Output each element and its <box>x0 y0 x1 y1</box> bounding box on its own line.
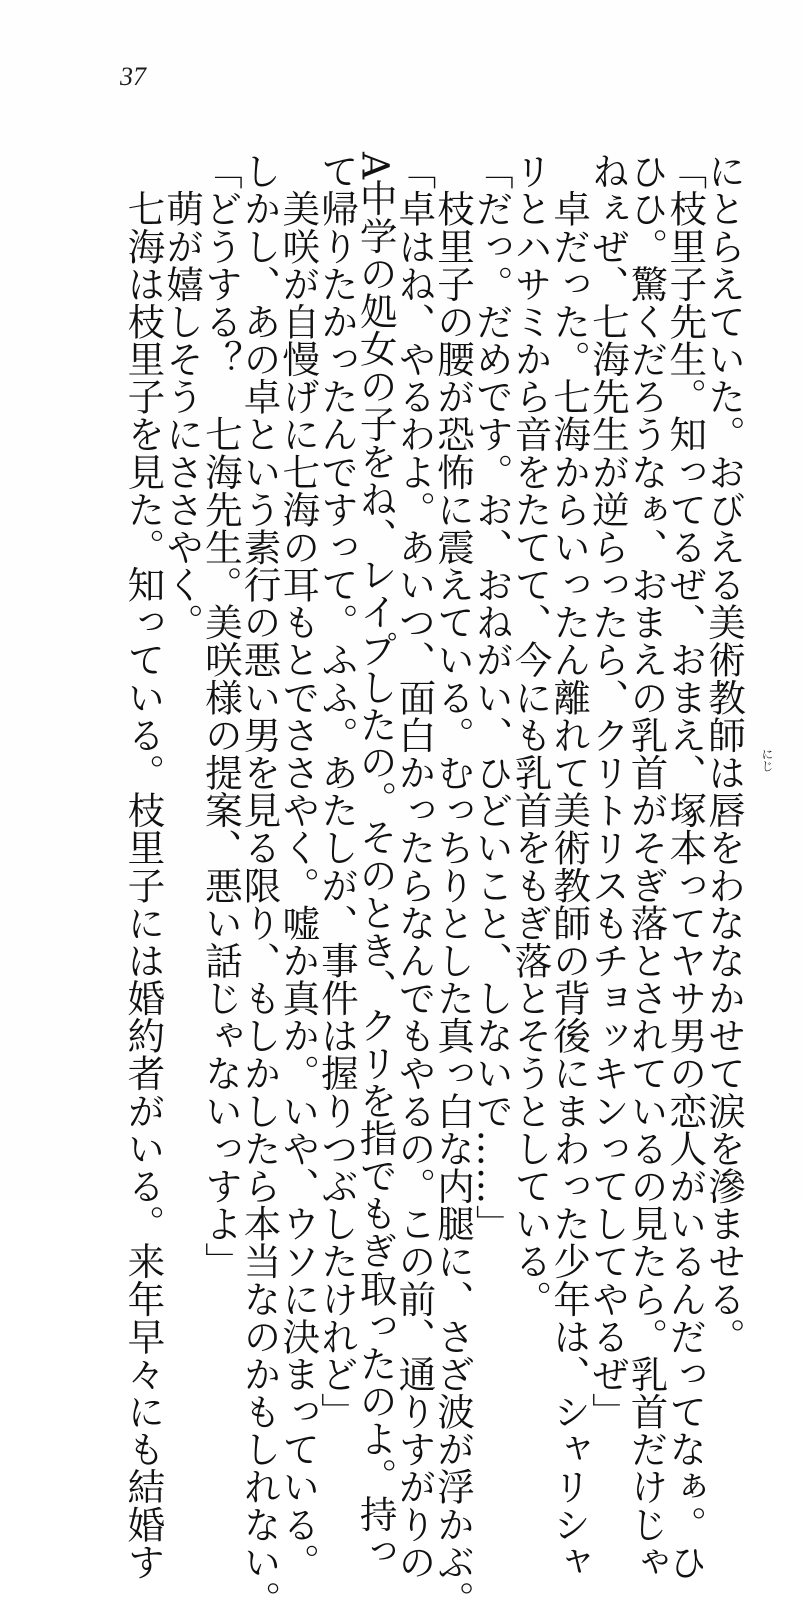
text-line: 「卓はね、やるわよ。あいつ、面白かったらなんでもやるの。この前、通りすがりの <box>392 152 437 1581</box>
text-line: リとハサミから音をたてて、今にも乳首をもぎ落とそうとしている。 <box>508 152 553 1318</box>
text-line: しかし、あの卓という素行の悪い男を見る限り、もしかしたら本当なのかもしれない。 <box>237 152 282 1618</box>
text-line: 「どうする？ 七海先生。美咲様の提案、悪い話じゃないっすよ」 <box>198 152 243 1280</box>
text-line: て帰りたかったんですって。ふふ。あたしが、事件は握りつぶしたけれど」 <box>314 152 359 1431</box>
page-number: 37 <box>120 62 146 91</box>
text-line: 枝里子の腰が恐怖に震えている。むっちりとした真っ白な内腿に、さざ波が浮かぶ。 <box>431 152 476 1618</box>
text-line: ひひ。驚くだろうなぁ、おまえの乳首がそぎ落とされているの見たら。乳首だけじゃ <box>624 152 669 1581</box>
text-line: 美咲が自慢げに七海の耳もとでささやく。嘘か真か。いや、ウソに決まっている。 <box>276 152 321 1581</box>
text-line: ねぇぜ、七海先生が逆らったら、クリトリスもチョッキンってしてやるぜ」 <box>585 152 630 1431</box>
text-line: 「枝里子先生。知ってるぜ、おまえ、塚本ってヤサ男の恋人がいるんだってなぁ。ひ <box>663 152 708 1581</box>
text-line: 「だっ。だめです。お、おねがい、ひどいこと、しないで……」 <box>469 152 514 1243</box>
text-line: にとらえていた。おびえる美術教師は唇をわななかせて涙を滲ませる。 <box>702 152 746 1355</box>
text-line: 萌が嬉しそうにささやく。 <box>160 152 205 641</box>
text-line: A中学の処女の子をね、レイプしたの。そのとき、クリを指でもぎ取ったのよ。持っ <box>353 152 398 1570</box>
text-line: 七海は枝里子を見た。知っている。枝里子には婚約者がいる。来年早々にも結婚す <box>121 152 166 1581</box>
text-line: 卓だった。七海からいったん離れて美術教師の背後にまわった少年は、シャリシャ <box>547 152 592 1581</box>
ruby-annotation: にじ <box>760 748 774 772</box>
vertical-text-body <box>121 152 746 1618</box>
